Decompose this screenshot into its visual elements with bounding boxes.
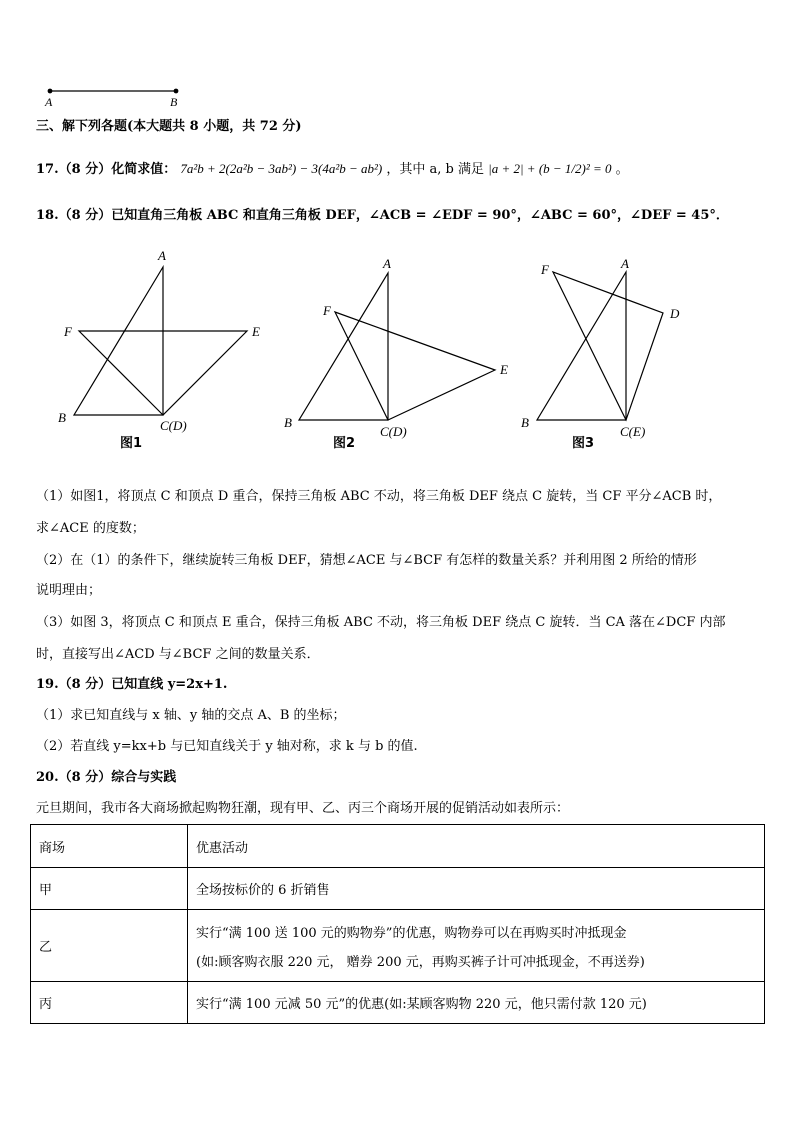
triangle-abc bbox=[299, 273, 388, 420]
q20-intro: 元旦期间，我市各大商场掀起购物狂潮，现有甲、乙、丙三个商场开展的促销活动如表所示： bbox=[36, 801, 570, 816]
header-store: 商场 bbox=[31, 825, 188, 868]
q18-part3-line1: （3）如图 3，将顶点 C 和顶点 E 重合，保持三角板 ABC 不动，将三角板 DEF 绕点 C 旋转．当 CA 落在∠DCF 内部 bbox=[36, 615, 726, 630]
q19-stem: 19.（8 分）已知直线 y=2x+1. bbox=[36, 677, 228, 692]
triangle-def bbox=[335, 312, 495, 420]
promotion-table bbox=[30, 824, 765, 1024]
fig1-label-f: F bbox=[64, 324, 72, 339]
label-b: B bbox=[170, 95, 178, 109]
table-row bbox=[31, 910, 765, 982]
q18-part2-line2: 说明理由； bbox=[36, 583, 102, 598]
fig3-label-d: D bbox=[670, 306, 680, 321]
q18-part2-line1: （2）在（1）的条件下，继续旋转三角板 DEF，猜想∠ACE 与∠BCF 有怎样的数量关系？并利用图 2 所给的情形 bbox=[36, 553, 697, 568]
q17-expression: 7a²b + 2(2a²b − 3ab²) − 3(4a²b − ab²) bbox=[180, 161, 383, 176]
triangle-def bbox=[553, 272, 663, 420]
promotion-line: (如:顾客购衣服 220 元， 赠券 200 元，再购买裤子计可冲抵现金，不再送券) bbox=[196, 954, 645, 970]
fig2-caption: 图2 bbox=[333, 436, 356, 451]
q17-condition: |a + 2| + (b − 1/2)² = 0 bbox=[488, 161, 612, 176]
promotion-line: 全场按标价的 6 折销售 bbox=[196, 883, 330, 898]
q20-stem: 20.（8 分）综合与实践 bbox=[36, 770, 177, 785]
q18-part1-line2: 求∠ACE 的度数； bbox=[36, 521, 145, 536]
q17-suffix: 。 bbox=[615, 162, 629, 177]
store-cell: 甲 bbox=[31, 868, 188, 910]
figure-3 bbox=[510, 255, 710, 455]
fig2-label-b: B bbox=[284, 415, 292, 430]
q17-condition-prefix: ，其中 a, b 满足 bbox=[386, 162, 489, 177]
section-heading: 三、解下列各题(本大题共 8 小题，共 72 分) bbox=[36, 119, 302, 134]
fig1-label-b: B bbox=[58, 410, 66, 425]
fig3-label-b: B bbox=[521, 415, 529, 430]
promotion-cell bbox=[188, 982, 765, 1024]
fig2-label-e: E bbox=[500, 362, 508, 377]
table-row bbox=[31, 982, 765, 1024]
figure-2 bbox=[280, 255, 520, 455]
fig1-label-e: E bbox=[252, 324, 260, 339]
q18-part1-line1: （1）如图1，将顶点 C 和顶点 D 重合，保持三角板 ABC 不动，将三角板 DEF 绕点 C 旋转，当 CF 平分∠ACB 时， bbox=[36, 489, 722, 504]
figure-1 bbox=[50, 245, 280, 455]
promotion-cell bbox=[188, 910, 765, 982]
table-header-row bbox=[31, 825, 765, 868]
label-a: A bbox=[45, 95, 53, 109]
q19-part2: （2）若直线 y=kx+b 与已知直线关于 y 轴对称，求 k 与 b 的值. bbox=[36, 739, 418, 754]
promotion-cell bbox=[188, 868, 765, 910]
fig1-label-cd: C(D) bbox=[160, 418, 187, 433]
fig2-label-cd: C(D) bbox=[380, 424, 407, 439]
header-promotion: 优惠活动 bbox=[188, 825, 765, 868]
q18-part3-line2: 时，直接写出∠ACD 与∠BCF 之间的数量关系． bbox=[36, 647, 320, 662]
fig2-label-f: F bbox=[323, 303, 331, 318]
promotion-line: 实行“满 100 送 100 元的购物券”的优惠，购物券可以在再购买时冲抵现金 bbox=[196, 925, 627, 941]
fig1-caption: 图1 bbox=[120, 436, 143, 451]
q19-part1: （1）求已知直线与 x 轴、y 轴的交点 A、B 的坐标； bbox=[36, 708, 346, 723]
q17 bbox=[36, 160, 629, 179]
promotion-line: 实行“满 100 元减 50 元”的优惠(如:某顾客购物 220 元，他只需付款 120 元) bbox=[196, 997, 647, 1012]
q17-prefix: 17.（8 分）化简求值： bbox=[36, 162, 177, 177]
fig3-label-f: F bbox=[541, 262, 549, 277]
fig1-label-a: A bbox=[158, 248, 166, 263]
fig2-label-a: A bbox=[383, 256, 391, 271]
fig3-caption: 图3 bbox=[572, 436, 595, 451]
segment-ab-figure bbox=[40, 84, 190, 110]
table-row bbox=[31, 868, 765, 910]
fig3-label-a: A bbox=[621, 256, 629, 271]
q18-stem: 18.（8 分）已知直角三角板 ABC 和直角三角板 DEF，∠ACB = ∠EDF = 90°，∠ABC = 60°，∠DEF = 45°． bbox=[36, 208, 729, 223]
store-cell: 丙 bbox=[31, 982, 188, 1024]
point-b bbox=[174, 89, 179, 94]
triangle-abc bbox=[74, 267, 163, 415]
fig3-label-ce: C(E) bbox=[620, 424, 646, 439]
store-cell: 乙 bbox=[31, 910, 188, 982]
point-a bbox=[48, 89, 53, 94]
